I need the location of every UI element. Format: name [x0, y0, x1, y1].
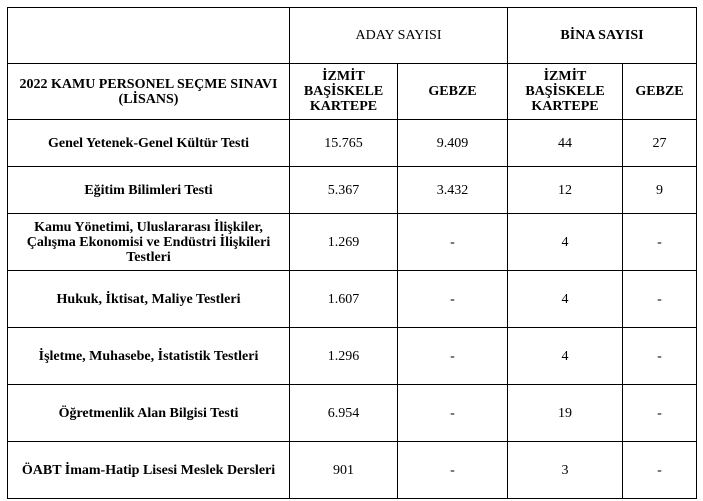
aday-gebze-cell: -	[398, 214, 508, 271]
aday-gebze-cell: -	[398, 328, 508, 385]
aday-gebze-header: GEBZE	[398, 64, 508, 120]
basiskele-line: BAŞİSKELE	[525, 84, 605, 99]
bina-izmit-cell: 12	[508, 167, 623, 214]
basiskele-line: BAŞİSKELE	[303, 84, 384, 99]
aday-izmit-cell: 901	[290, 442, 398, 499]
aday-izmit-cell: 6.954	[290, 385, 398, 442]
aday-izmit-cell: 1.296	[290, 328, 398, 385]
bina-izmit-cell: 4	[508, 214, 623, 271]
bina-gebze-cell: -	[623, 328, 697, 385]
aday-sayisi-header: ADAY SAYISI	[290, 8, 508, 64]
table-row	[8, 328, 697, 385]
kartepe-line: KARTEPE	[309, 99, 378, 114]
bina-gebze-cell: -	[623, 442, 697, 499]
aday-gebze-cell: 3.432	[398, 167, 508, 214]
empty-corner-cell	[8, 8, 290, 64]
table-row	[8, 214, 697, 271]
bina-izmit-cell: 44	[508, 120, 623, 167]
exam-name-cell: Hukuk, İktisat, Maliye Testleri	[8, 271, 290, 328]
aday-izmit-cell: 1.269	[290, 214, 398, 271]
bina-izmit-header	[508, 64, 623, 120]
exam-name-cell: ÖABT İmam-Hatip Lisesi Meslek Dersleri	[8, 442, 290, 499]
izmit-line: İZMİT	[322, 69, 365, 84]
exam-statistics-table	[7, 7, 697, 499]
aday-izmit-cell: 5.367	[290, 167, 398, 214]
aday-gebze-cell: -	[398, 271, 508, 328]
header-row-groups	[8, 8, 697, 64]
bina-izmit-cell: 3	[508, 442, 623, 499]
aday-gebze-cell: -	[398, 385, 508, 442]
aday-izmit-header	[290, 64, 398, 120]
bina-gebze-cell: 27	[623, 120, 697, 167]
aday-izmit-cell: 15.765	[290, 120, 398, 167]
exam-name-cell: Öğretmenlik Alan Bilgisi Testi	[8, 385, 290, 442]
aday-gebze-cell: 9.409	[398, 120, 508, 167]
izmit-line: İZMİT	[543, 69, 587, 84]
bina-gebze-cell: -	[623, 214, 697, 271]
bina-izmit-cell: 19	[508, 385, 623, 442]
kartepe-line: KARTEPE	[531, 99, 599, 114]
aday-gebze-cell: -	[398, 442, 508, 499]
header-row-columns	[8, 64, 697, 120]
exam-name-cell: Kamu Yönetimi, Uluslararası İlişkiler, Çalışma Ekonomisi ve Endüstri İlişkileri Testleri	[8, 214, 290, 271]
bina-gebze-cell: -	[623, 271, 697, 328]
table-row	[8, 442, 697, 499]
bina-gebze-cell: -	[623, 385, 697, 442]
exam-name-cell: Genel Yetenek-Genel Kültür Testi	[8, 120, 290, 167]
table-row	[8, 385, 697, 442]
exam-title-header: 2022 KAMU PERSONEL SEÇME SINAVI (LİSANS)	[8, 64, 290, 120]
bina-izmit-cell: 4	[508, 328, 623, 385]
table-row	[8, 167, 697, 214]
bina-gebze-cell: 9	[623, 167, 697, 214]
exam-name-cell: Eğitim Bilimleri Testi	[8, 167, 290, 214]
table-row	[8, 271, 697, 328]
bina-izmit-cell: 4	[508, 271, 623, 328]
aday-izmit-cell: 1.607	[290, 271, 398, 328]
bina-gebze-header: GEBZE	[623, 64, 697, 120]
table-row	[8, 120, 697, 167]
bina-sayisi-header: BİNA SAYISI	[508, 8, 697, 64]
exam-name-cell: İşletme, Muhasebe, İstatistik Testleri	[8, 328, 290, 385]
